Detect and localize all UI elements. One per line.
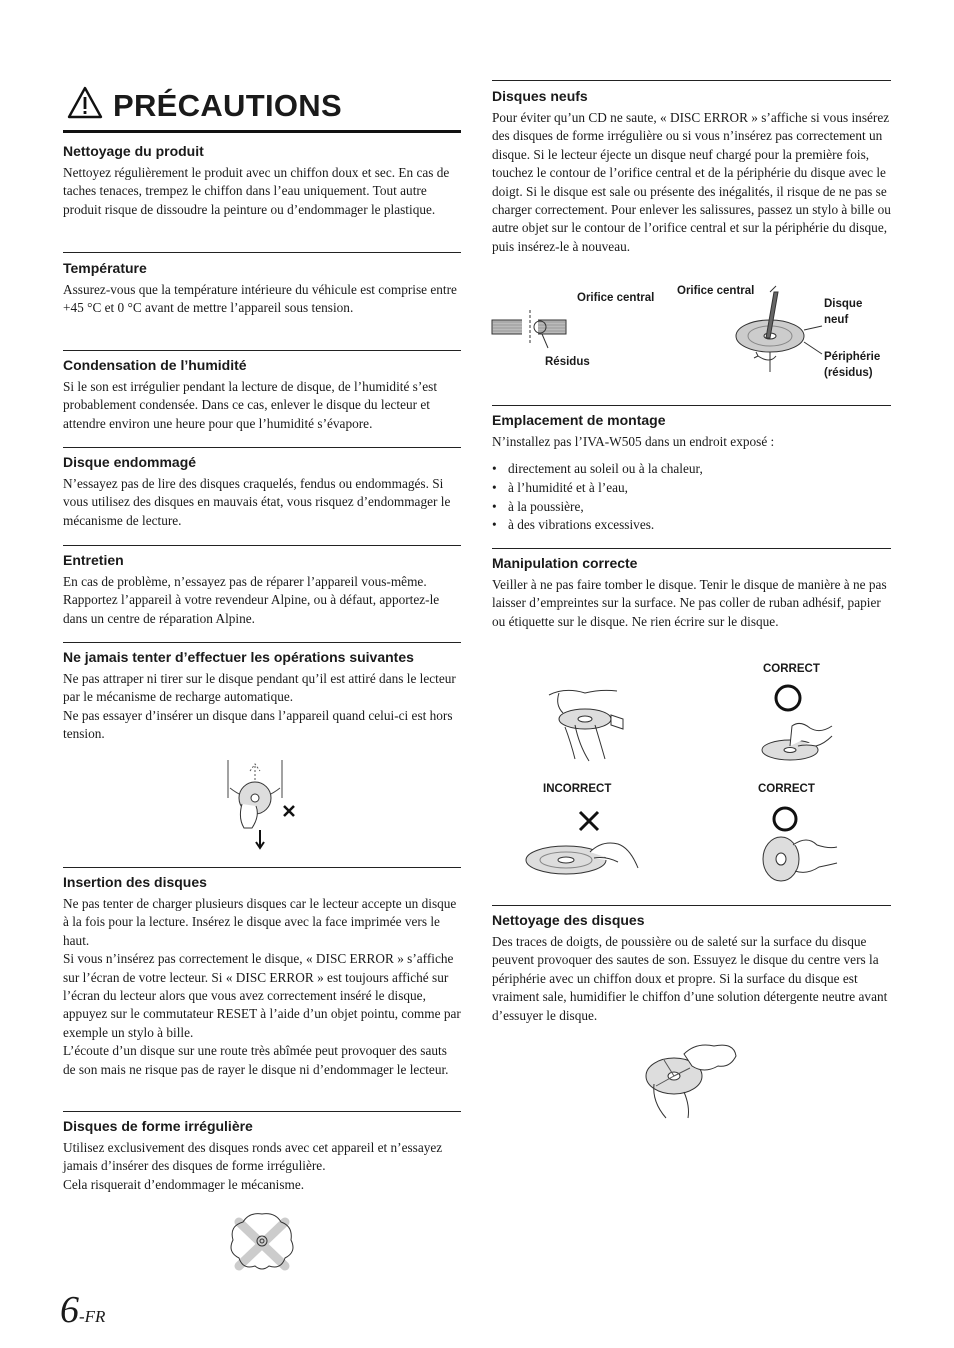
section-condensation <box>63 350 461 433</box>
section-body: Si vous n’insérez pas correctement le disque, « DISC ERROR » s’affiche sur l’écran de votre lecteur. Si « DISC ERROR » est toujours affiché sur l’écran du lecteur alors que vous avez correctement inséré le disque, appuyez sur le commutateur RESET à l’aide d’un objet pointu, comme par exemple un stylo à bille. <box>63 951 461 1040</box>
warning-triangle-icon <box>67 86 103 120</box>
section-nettoyage-produit <box>63 142 461 219</box>
section-forme-irreguliere <box>63 1111 461 1194</box>
section-manipulation <box>492 548 891 631</box>
section-body: Utilisez exclusivement des disques ronds avec cet appareil et n’essayez jamais d’insérer des disques de forme irrégulière. <box>63 1140 443 1174</box>
correct-handling-illustration <box>760 684 836 764</box>
page-number-value: 6 <box>60 1289 79 1331</box>
section-body: Des traces de doigts, de poussière ou de saleté sur la surface du disque peuvent provoquer des sautes de son. Essuyez le disque du centre vers la périphérie avec un chiffon doux et propre. Si la surface du disque est vraiment sale, humidifier le chiffon d’une solution détergente neutre avant d’essuyer le disque. <box>492 934 888 1023</box>
section-entretien <box>63 545 461 628</box>
label-orifice-central: Orifice central <box>577 292 655 304</box>
section-body: L’écoute d’un disque sur une route très abîmée peut provoquer des sauts de son mais ne risque pas de rayer le disque ni d’endommager le lecteur. <box>63 1043 449 1077</box>
section-heading: Entretien <box>63 552 124 568</box>
new-disc-illustration <box>730 290 830 375</box>
label-disque-neuf: Disque neuf <box>824 298 863 326</box>
section-body: Ne pas tenter de charger plusieurs disques car le lecteur accepte un disque à la fois pour la lecture. Insérez le disque avec la face imprimée vers le haut. <box>63 896 457 948</box>
section-body: Cela risquerait d’endommager le mécanisme. <box>63 1176 305 1192</box>
list-item: • à la poussière, <box>492 498 891 517</box>
section-body: N’essayez pas de lire des disques craquelés, fendus ou endommagés. Si vous utilisez des disques en mauvais état, vous risquez d’endommager le mécanisme de lecture. <box>63 476 451 528</box>
label-peripherie: Périphérie (résidus) <box>824 351 881 379</box>
section-heading: Température <box>63 260 147 276</box>
list-item: • à l’humidité et à l’eau, <box>492 479 891 498</box>
section-heading: Nettoyage des disques <box>492 912 645 928</box>
exposure-list <box>492 460 891 534</box>
section-body: N’installez pas l’IVA-W505 dans un endroit exposé : <box>492 434 775 449</box>
section-heading: Condensation de l’humidité <box>63 357 247 373</box>
section-body: Si le son est irrégulier pendant la lecture de disque, de l’humidité s’est probablement condensée. Dans ce cas, enlever le disque du lecteur et attendre environ une heure pour que l’humidité s’évapore. <box>63 379 438 431</box>
section-body: Assurez-vous que la température intérieure du véhicule est comprise entre +45 °C et 0 °C avant de mettre l’appareil sous tension. <box>63 282 457 316</box>
section-disque-endommage <box>63 447 461 530</box>
section-heading: Disques neufs <box>492 88 588 104</box>
page-number <box>60 1288 105 1332</box>
label-correct: CORRECT <box>758 783 815 795</box>
page-number-suffix: -FR <box>79 1307 106 1326</box>
disc-cleaning-illustration <box>644 1036 740 1120</box>
section-emplacement <box>492 405 891 535</box>
disc-cross-section-illustration <box>492 300 572 350</box>
section-temperature <box>63 252 461 318</box>
section-body: Veiller à ne pas faire tomber le disque. Tenir le disque de manière à ne pas laisser d’empreintes sur la surface. Ne pas coller de ruban adhésif, papier ou étiquette sur le disque. Ne rien écrire sur le disque. <box>492 577 887 629</box>
disc-removal-illustration <box>545 685 627 765</box>
section-disques-neufs <box>492 80 891 256</box>
incorrect-handling-illustration <box>522 808 642 876</box>
section-body: Pour éviter qu’un CD ne saute, « DISC ERROR » s’affiche si vous insérez des disques de forme irrégulière ou si vous n’insérez pas correctement un disque. Si le lecteur éjecte un disque neuf chargé pour la première fois, touchez le contour de l’orifice central et de la périphérie du disque avec le doigt. Si le disque est sale ou présente des inégalités, il risque de ne pas se charger correctement. Pour enlever les salissures, passez un stylo à bille ou autre objet sur le contour de l’orifice central et sur la périphérie du disque, puis insérez-le à nouveau. <box>492 110 891 254</box>
irregular-disc-illustration <box>225 1210 299 1272</box>
list-item: • à des vibrations excessives. <box>492 516 891 535</box>
label-residus: Résidus <box>545 356 590 368</box>
correct-edge-handling-illustration <box>757 805 839 885</box>
list-item: • directement au soleil ou à la chaleur, <box>492 460 891 479</box>
section-heading: Nettoyage du produit <box>63 143 204 159</box>
section-heading: Manipulation correcte <box>492 555 638 571</box>
section-heading: Disque endommagé <box>63 454 197 470</box>
section-nettoyage-disques <box>492 905 891 1025</box>
section-heading: Ne jamais tenter d’effectuer les opérations suivantes <box>63 649 414 665</box>
section-body: Ne pas attraper ni tirer sur le disque pendant qu’il est attiré dans le lecteur par le mécanisme de recharge automatique. <box>63 671 456 705</box>
section-body: Nettoyez régulièrement le produit avec un chiffon doux et sec. En cas de taches tenaces, trempez le chiffon dans l’eau uniquement. Tout autre produit risque de dissoudre la peinture ou d’endommager le plastique. <box>63 165 450 217</box>
section-body: En cas de problème, n’essayez pas de réparer l’appareil vous-même. Rapportez l’appareil à votre revendeur Alpine, ou à défaut, apportez-le dans un centre de réparation Alpine. <box>63 574 440 626</box>
section-heading: Insertion des disques <box>63 874 207 890</box>
disc-pull-illustration <box>222 758 304 850</box>
section-heading: Disques de forme irrégulière <box>63 1118 253 1134</box>
section-insertion <box>63 867 461 1079</box>
label-orifice-central: Orifice central <box>677 285 755 297</box>
section-heading: Emplacement de montage <box>492 412 666 428</box>
label-incorrect: INCORRECT <box>543 783 612 795</box>
section-body: Ne pas essayer d’insérer un disque dans l’appareil quand celui-ci est hors tension. <box>63 707 453 742</box>
label-correct: CORRECT <box>763 663 820 675</box>
page-title: PRÉCAUTIONS <box>113 88 342 123</box>
page-title-block <box>63 82 461 133</box>
section-ne-jamais <box>63 642 461 744</box>
